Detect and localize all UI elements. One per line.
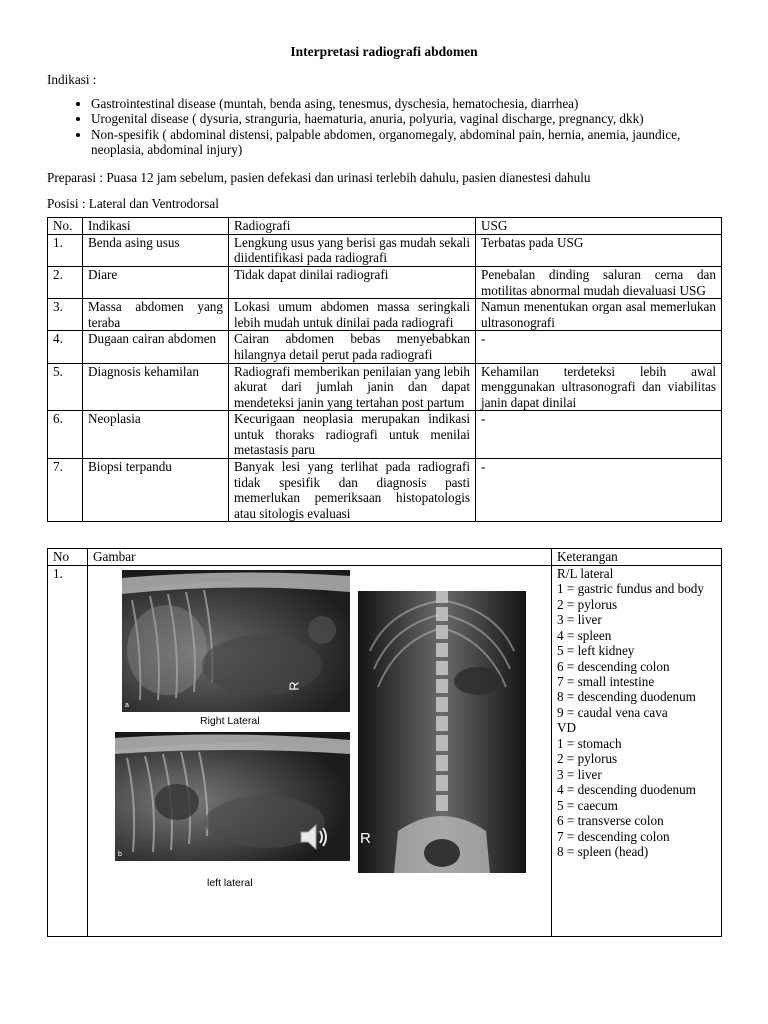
keterangan-line: 3 = liver: [557, 766, 602, 782]
cell-no: 5.: [48, 363, 83, 411]
keterangan-line: R/L lateral: [557, 565, 614, 581]
keterangan-line: 5 = left kidney: [557, 643, 635, 659]
right-lateral-caption: Right Lateral: [200, 714, 260, 727]
keterangan-line: 3 = liver: [557, 612, 602, 628]
radiograph-table: [47, 548, 722, 936]
keterangan-cell: [552, 565, 722, 936]
keterangan-line: 1 = stomach: [557, 735, 622, 751]
keterangan-line: 7 = small intestine: [557, 674, 655, 690]
header-cell: USG: [476, 218, 722, 235]
header-cell: Indikasi: [83, 218, 229, 235]
cell-usg: -: [476, 411, 722, 459]
cell-indikasi: Neoplasia: [83, 411, 229, 459]
cell-radiografi: Kecurigaan neoplasia merupakan indikasi untuk thoraks radiografi untuk menilai metastasis paru: [229, 411, 476, 459]
keterangan-line: 2 = pylorus: [557, 596, 618, 612]
indikasi-item: • Non-spesifik ( abdominal distensi, palpable abdomen, organomegaly, abdominal pain, hernia, anemia, jaundice, neoplasia, abdominal injury): [91, 127, 721, 158]
r-marker: R: [286, 681, 302, 691]
cell-radiografi: Banyak lesi yang terlihat pada radiografi tidak spesifik dan diagnosis pasti memerlukan pemeriksaan histopatologis atau sitologis evaluasi: [229, 459, 476, 522]
cell-no: 4.: [48, 331, 83, 363]
cell-usg: Penebalan dinding saluran cerna dan motilitas abnormal mudah dievaluasi USG: [476, 266, 722, 298]
right-lateral-radiograph: [122, 570, 350, 712]
cell-no: 6.: [48, 411, 83, 459]
cell-no: 1.: [48, 234, 83, 266]
r-marker: R: [360, 829, 371, 847]
panel-marker: b: [118, 850, 122, 858]
cell-radiografi: Cairan abdomen bebas menyebabkan hilangnya detail perut pada radiografi: [229, 331, 476, 363]
gambar-cell: [88, 565, 552, 936]
cell-usg: Namun menentukan organ asal memerlukan ultrasonografi: [476, 299, 722, 331]
keterangan-line: VD: [557, 720, 577, 736]
posisi-text: Posisi : Lateral dan Ventrodorsal: [47, 195, 219, 211]
table-row: [48, 266, 722, 298]
cell-no: 3.: [48, 299, 83, 331]
cell-usg: -: [476, 331, 722, 363]
cell-radiografi: Lengkung usus yang berisi gas mudah sekali diidentifikasi pada radiografi: [229, 234, 476, 266]
cell-indikasi: Benda asing usus: [83, 234, 229, 266]
speaker-icon[interactable]: [299, 822, 331, 852]
left-lateral-radiograph: [115, 732, 350, 861]
indikasi-item: • Gastrointestinal disease (muntah, benda asing, tenesmus, dyschesia, hematochesia, diarrhea): [91, 96, 721, 112]
table-row: [48, 234, 722, 266]
ventrodorsal-radiograph: [358, 591, 526, 873]
header-cell: Gambar: [88, 549, 552, 565]
cell-usg: Terbatas pada USG: [476, 234, 722, 266]
header-cell: No.: [48, 218, 83, 235]
keterangan-line: 8 = descending duodenum: [557, 689, 696, 705]
cell-indikasi: Massa abdomen yang teraba: [83, 299, 229, 331]
header-cell: Keterangan: [552, 549, 722, 565]
cell-no: 7.: [48, 459, 83, 522]
keterangan-line: 7 = descending colon: [557, 828, 670, 844]
header-cell: No: [48, 549, 88, 565]
keterangan-line: 6 = transverse colon: [557, 813, 664, 829]
indikasi-label: Indikasi :: [47, 72, 97, 87]
cell-indikasi: Diare: [83, 266, 229, 298]
keterangan-line: 1 = gastric fundus and body: [557, 581, 704, 597]
cell-no: 1.: [48, 565, 88, 936]
keterangan-line: 2 = pylorus: [557, 751, 618, 767]
keterangan-line: 6 = descending colon: [557, 658, 670, 674]
keterangan-line: 4 = spleen: [557, 627, 612, 643]
table-header-row: [48, 549, 722, 565]
table-row: [48, 331, 722, 363]
indikasi-item: • Urogenital disease ( dysuria, stranguria, haematuria, anuria, polyuria, vaginal discharge, pregnancy, dkk): [91, 111, 721, 127]
document-title: Interpretasi radiografi abdomen: [290, 44, 478, 59]
cell-usg: -: [476, 459, 722, 522]
cell-radiografi: Tidak dapat dinilai radiografi: [229, 266, 476, 298]
table-header-row: [48, 218, 722, 235]
cell-radiografi: Radiografi memberikan penilaian yang lebih akurat dari jumlah janin dan dapat mendeteksi janin yang tertahan post partum: [229, 363, 476, 411]
table-row: [48, 411, 722, 459]
table-row: [48, 459, 722, 522]
indikasi-list: [47, 96, 721, 158]
panel-marker: a: [125, 701, 129, 709]
cell-usg: Kehamilan terdeteksi lebih awal menggunakan ultrasonografi dan viabilitas janin dapat dinilai: [476, 363, 722, 411]
document-page: [47, 44, 721, 937]
table-row: [48, 299, 722, 331]
keterangan-line: 8 = spleen (head): [557, 844, 649, 859]
cell-indikasi: Dugaan cairan abdomen: [83, 331, 229, 363]
left-lateral-caption: left lateral: [207, 876, 253, 889]
cell-no: 2.: [48, 266, 83, 298]
table-row: [48, 565, 722, 936]
indication-table: [47, 217, 722, 522]
preparasi-text: Preparasi : Puasa 12 jam sebelum, pasien defekasi dan urinasi terlebih dahulu, pasien dianestesi dahulu: [47, 169, 591, 185]
cell-indikasi: Biopsi terpandu: [83, 459, 229, 522]
cell-indikasi: Diagnosis kehamilan: [83, 363, 229, 411]
keterangan-line: 9 = caudal vena cava: [557, 704, 668, 720]
header-cell: Radiografi: [229, 218, 476, 235]
table-row: [48, 363, 722, 411]
cell-radiografi: Lokasi umum abdomen massa seringkali lebih mudah untuk dinilai pada radiografi: [229, 299, 476, 331]
keterangan-line: 4 = descending duodenum: [557, 782, 696, 798]
keterangan-line: 5 = caecum: [557, 797, 618, 813]
